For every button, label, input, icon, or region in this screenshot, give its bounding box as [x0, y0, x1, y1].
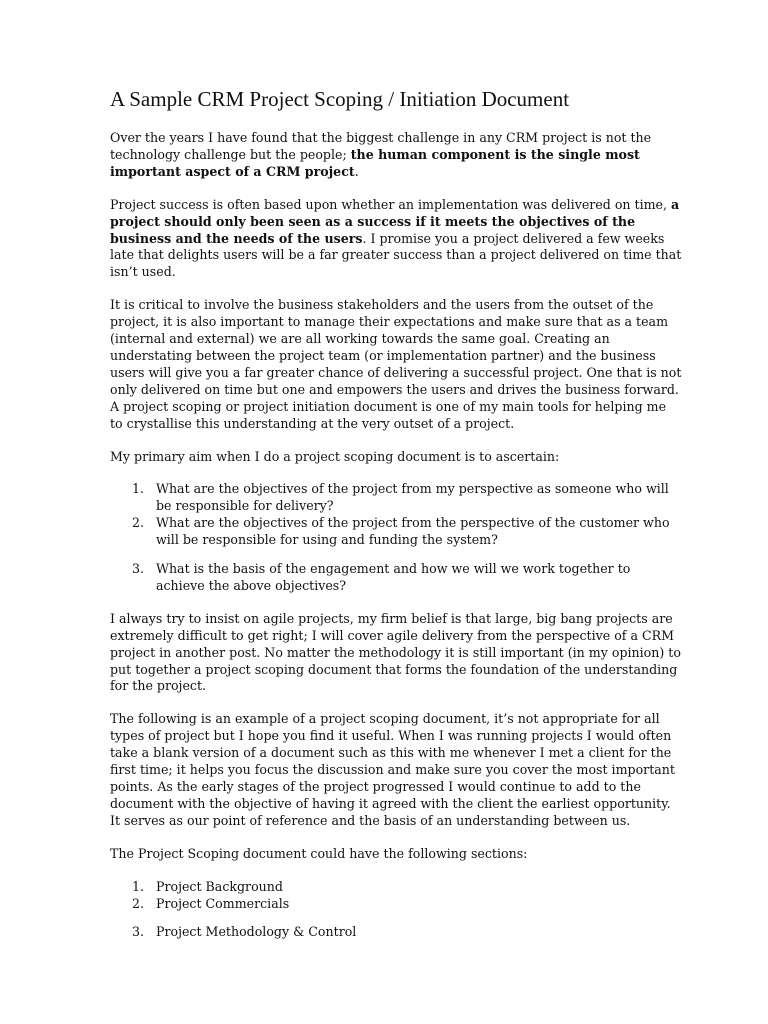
- list-item: [110, 879, 682, 896]
- paragraph-intro: [110, 130, 682, 181]
- paragraph-success: [110, 197, 682, 282]
- paragraph-intro-bold: the human component is the single most important aspect of a CRM project: [110, 146, 640, 179]
- list-number: 3.: [132, 561, 145, 577]
- list-item: [110, 515, 682, 549]
- paragraph-sections-intro: The Project Scoping document could have the following sections:: [110, 845, 528, 861]
- list-text: What are the objectives of the project from the perspective of the customer who will be responsible for using and funding the system?: [156, 515, 670, 548]
- list-text: Project Commercials: [156, 895, 290, 911]
- paragraph-success-end: . I promise you a project delivered a few weeks late that delights users will be a far greater success than a project delivered on time that isn’t used.: [110, 230, 682, 280]
- paragraph-intro-end: .: [354, 163, 359, 179]
- document-title: A Sample CRM Project Scoping / Initiation Document: [110, 87, 570, 111]
- list-text: What is the basis of the engagement and how we will we work together to achieve the above objectives?: [156, 561, 631, 593]
- paragraph-success-text: Project success is often based upon whether an implementation was delivered on time,: [110, 196, 671, 212]
- aims-list: [110, 481, 682, 594]
- list-number: 1.: [132, 481, 145, 497]
- paragraph-success-bold: a project should only been seen as a success if it meets the objectives of the business and the needs of the users: [110, 196, 680, 246]
- list-number: 3.: [132, 924, 145, 940]
- paragraph-primary-aim: My primary aim when I do a project scoping document is to ascertain:: [110, 448, 560, 464]
- list-item: [110, 561, 682, 595]
- list-item: [110, 924, 682, 941]
- list-item: [110, 481, 682, 515]
- paragraph-example: The following is an example of a project scoping document, it’s not appropriate for all types of project but I hope you find it useful. When I was running projects I would often take a blank version of a document such as this with me whenever I met a client for the first time; it helps you focus the discussion and make sure you cover the most important points. As the early stages of the project progressed I would continue to add to the document with the objective of having it agreed with the client the earliest opportunity. It serves as our point of reference and the basis of an understanding between us.: [110, 711, 675, 828]
- list-text: What are the objectives of the project from my perspective as someone who will be responsible for delivery?: [156, 481, 669, 514]
- list-text: Project Methodology & Control: [156, 924, 357, 940]
- list-item: [110, 896, 682, 913]
- paragraph-intro-text: Over the years I have found that the biggest challenge in any CRM project is not the technology challenge but the people;: [110, 130, 652, 162]
- list-text: Project Background: [156, 878, 283, 894]
- sections-list: [110, 879, 682, 942]
- paragraph-stakeholders: It is critical to involve the business stakeholders and the users from the outset of the project, it is also important to manage their expectations and make sure that as a team (internal and external) we are all working towards the same goal. Creating an understating between the project team (or implementation partner) and the business users will give you a far greater chance of delivering a successful project. One that is not only delivered on time but one and empowers the users and drives the business forward. A project scoping or project initiation document is one of my main tools for helping me to crystallise this understanding at the very outset of a project.: [110, 297, 682, 431]
- list-number: 2.: [132, 515, 145, 531]
- list-number: 1.: [132, 878, 145, 894]
- document-page: [110, 86, 682, 957]
- list-number: 2.: [132, 895, 145, 911]
- paragraph-agile: I always try to insist on agile projects, my firm belief is that large, big bang projects are extremely difficult to get right; I will cover agile delivery from the perspective of a CRM project in another post. No matter the methodology it is still important (in my opinion) to put together a project scoping document that forms the foundation of the understanding for the project.: [110, 610, 681, 694]
